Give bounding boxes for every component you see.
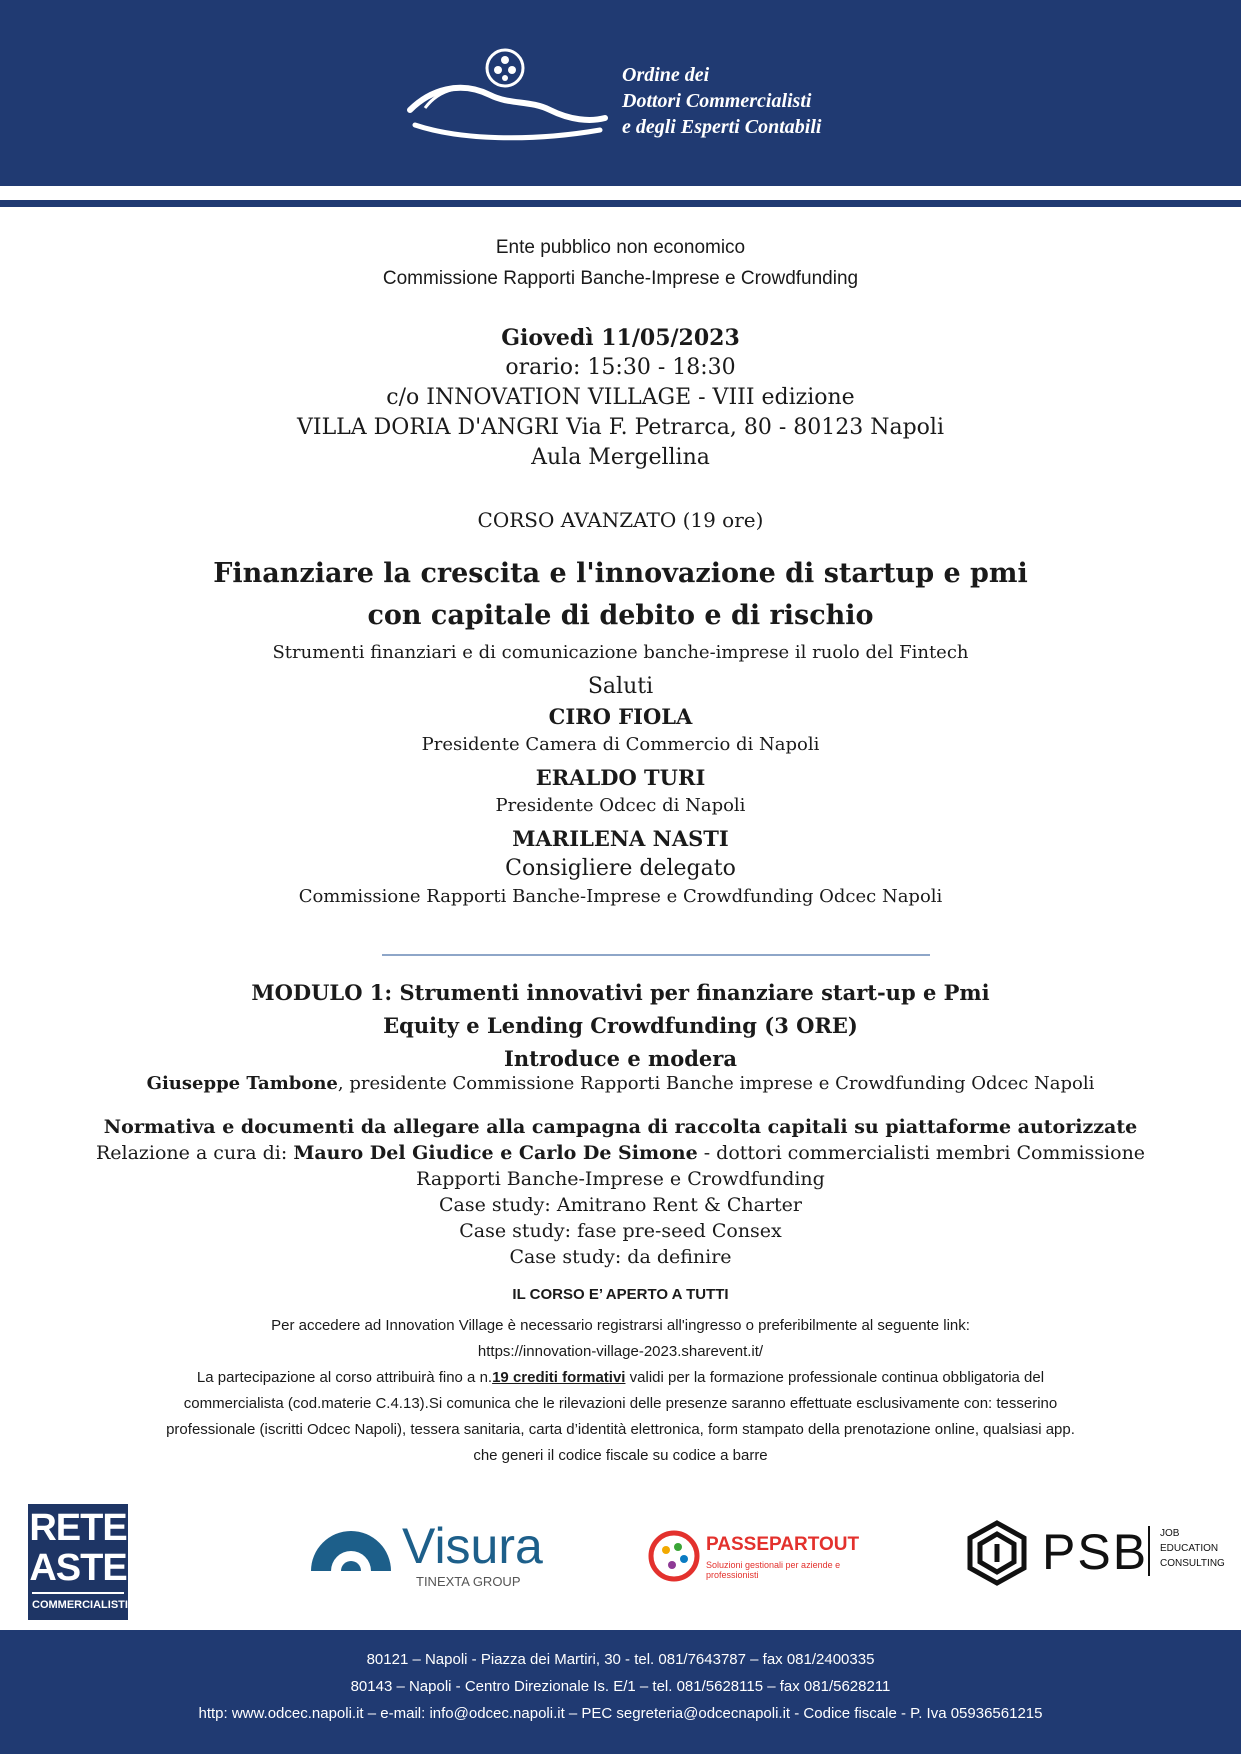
aste-text: ASTE bbox=[29, 1547, 127, 1589]
psb-sub bbox=[1160, 1526, 1225, 1571]
moderator-label: Introduce e modera bbox=[504, 1046, 737, 1071]
talk-prefix: Relazione a cura di: bbox=[95, 1142, 294, 1164]
intro-line2: Commissione Rapporti Banche-Imprese e Crowdfunding bbox=[382, 268, 859, 289]
footer-line2: 80143 – Napoli - Centro Direzionale Is. E/1 – tel. 081/5628115 – fax 081/5628211 bbox=[350, 1678, 891, 1695]
section-divider bbox=[382, 954, 930, 956]
info-line3b: validi per la formazione professionale continua obbligatoria del bbox=[625, 1369, 1045, 1386]
course-title-line1: Finanziare la crescita e l'innovazione di startup e pmi bbox=[213, 558, 1028, 589]
psb-sub1: JOB bbox=[1160, 1528, 1180, 1539]
credits-text: 19 crediti formativi bbox=[492, 1369, 626, 1386]
case-study-3: Case study: da definire bbox=[509, 1246, 732, 1268]
speaker2-name: ERALDO TURI bbox=[535, 765, 706, 790]
passepartout-sub: Soluzioni gestionali per aziende e professionisti bbox=[706, 1560, 841, 1580]
psb-sub2: EDUCATION bbox=[1160, 1543, 1219, 1554]
psb-text: PSB bbox=[1042, 1524, 1149, 1580]
odcec-logo-icon bbox=[400, 30, 620, 150]
visura-logo bbox=[306, 1518, 556, 1588]
speaker1-role: Presidente Camera di Commercio di Napoli bbox=[421, 734, 820, 755]
moderator-name: Giuseppe Tambone bbox=[146, 1073, 338, 1094]
intro-block bbox=[0, 232, 1241, 294]
event-venue: c/o INNOVATION VILLAGE - VIII edizione bbox=[386, 385, 855, 410]
info-block bbox=[0, 1313, 1241, 1469]
info-line1: Per accedere ad Innovation Village è necessario registrarsi all'ingresso o preferibilmente al seguente link: bbox=[271, 1317, 970, 1334]
speaker3-role: Consigliere delegato bbox=[505, 856, 736, 881]
header-banner bbox=[0, 0, 1241, 186]
info-line3 bbox=[0, 1365, 1241, 1391]
course-subtitle: Strumenti finanziari e di comunicazione banche-imprese il ruolo del Fintech bbox=[272, 642, 969, 663]
registration-link[interactable]: https://innovation-village-2023.sharevent.it/ bbox=[477, 1343, 764, 1360]
event-date: Giovedì 11/05/2023 bbox=[501, 325, 740, 351]
course-open-notice: IL CORSO E’ APERTO A TUTTI bbox=[512, 1286, 729, 1303]
rete-text: RETE bbox=[29, 1507, 127, 1549]
moderator-line bbox=[0, 1073, 1241, 1094]
case-study-2: Case study: fase pre-seed Consex bbox=[459, 1220, 782, 1242]
speaker2-role: Presidente Odcec di Napoli bbox=[495, 795, 746, 816]
info-line5: professionale (iscritti Odcec Napoli), tessera sanitaria, carta d’identità elettronica, form stampato della prenotazione online, qualsiasi app. bbox=[166, 1421, 1075, 1438]
event-time: orario: 15:30 - 18:30 bbox=[505, 355, 736, 380]
event-address: VILLA DORIA D'ANGRI Via F. Petrarca, 80 - 80123 Napoli bbox=[296, 415, 944, 440]
event-room: Aula Mergellina bbox=[531, 445, 710, 470]
intro-line1: Ente pubblico non economico bbox=[495, 237, 746, 258]
module-title bbox=[0, 976, 1241, 1075]
passepartout-text: PASSEPARTOUT bbox=[706, 1534, 860, 1555]
footer-line3[interactable]: http: www.odcec.napoli.it – e-mail: info@odcec.napoli.it – PEC segreteria@odcecnapoli.it - Codice fiscale - P. Iva 05936561215 bbox=[198, 1705, 1043, 1722]
psb-logo bbox=[964, 1518, 1234, 1590]
commercialisti-text: COMMERCIALISTI bbox=[32, 1592, 124, 1616]
info-line3a: La partecipazione al corso attribuirà fino a n. bbox=[196, 1369, 493, 1386]
talk-block bbox=[0, 1114, 1241, 1270]
module-title-line2: Equity e Lending Crowdfunding (3 ORE) bbox=[383, 1013, 858, 1038]
speaker3-org: Commissione Rapporti Banche-Imprese e Crowdfunding Odcec Napoli bbox=[298, 886, 943, 907]
talk-speakers-line bbox=[0, 1140, 1241, 1166]
psb-divider bbox=[1148, 1526, 1150, 1576]
moderator-role: , presidente Commissione Rapporti Banche imprese e Crowdfunding Odcec Napoli bbox=[337, 1073, 1095, 1094]
speaker1-name: CIRO FIOLA bbox=[548, 704, 693, 729]
footer-banner bbox=[0, 1630, 1241, 1754]
psb-sub3: CONSULTING bbox=[1160, 1558, 1225, 1569]
logo-line2: Dottori Commercialisti bbox=[622, 90, 812, 112]
visura-sun-icon bbox=[306, 1526, 396, 1576]
visura-text: Visura bbox=[402, 1518, 543, 1574]
course-label: CORSO AVANZATO (19 ore) bbox=[477, 508, 764, 532]
passepartout-logo bbox=[648, 1526, 888, 1586]
info-line6: che generi il codice fiscale su codice a barre bbox=[473, 1447, 768, 1464]
case-study-1: Case study: Amitrano Rent & Charter bbox=[439, 1194, 802, 1216]
speaker3-name: MARILENA NASTI bbox=[512, 826, 729, 851]
visura-sub: TINEXTA GROUP bbox=[416, 1574, 521, 1589]
logo-line1: Ordine dei bbox=[622, 64, 710, 86]
psb-hex-icon bbox=[964, 1520, 1030, 1586]
talk-speakers: Mauro Del Giudice e Carlo De Simone bbox=[293, 1142, 698, 1164]
talk-suffix2: Rapporti Banche-Imprese e Crowdfunding bbox=[416, 1168, 825, 1190]
header-rule bbox=[0, 200, 1241, 207]
greetings-label: Saluti bbox=[587, 674, 654, 699]
footer-line1: 80121 – Napoli - Piazza dei Martiri, 30 - tel. 081/7643787 – fax 081/2400335 bbox=[366, 1651, 875, 1668]
course-title bbox=[0, 553, 1241, 637]
passepartout-circle-icon bbox=[648, 1530, 700, 1582]
logo-line3: e degli Esperti Contabili bbox=[622, 116, 822, 138]
talk-title: Normativa e documenti da allegare alla campagna di raccolta capitali su piattaforme autorizzate bbox=[103, 1116, 1138, 1138]
info-line4: commercialista (cod.materie C.4.13).Si comunica che le rilevazioni delle presenze saranno effettuate esclusivamente con: tesserino bbox=[183, 1395, 1058, 1412]
odcec-logo-text bbox=[622, 62, 821, 140]
greetings-block bbox=[0, 676, 1241, 906]
talk-suffix: - dottori commercialisti membri Commissione bbox=[697, 1142, 1146, 1164]
rete-aste-logo bbox=[28, 1504, 128, 1620]
module-title-line1: MODULO 1: Strumenti innovativi per finanziare start-up e Pmi bbox=[251, 980, 990, 1005]
course-title-line2: con capitale di debito e di rischio bbox=[367, 600, 874, 631]
event-block bbox=[0, 323, 1241, 473]
